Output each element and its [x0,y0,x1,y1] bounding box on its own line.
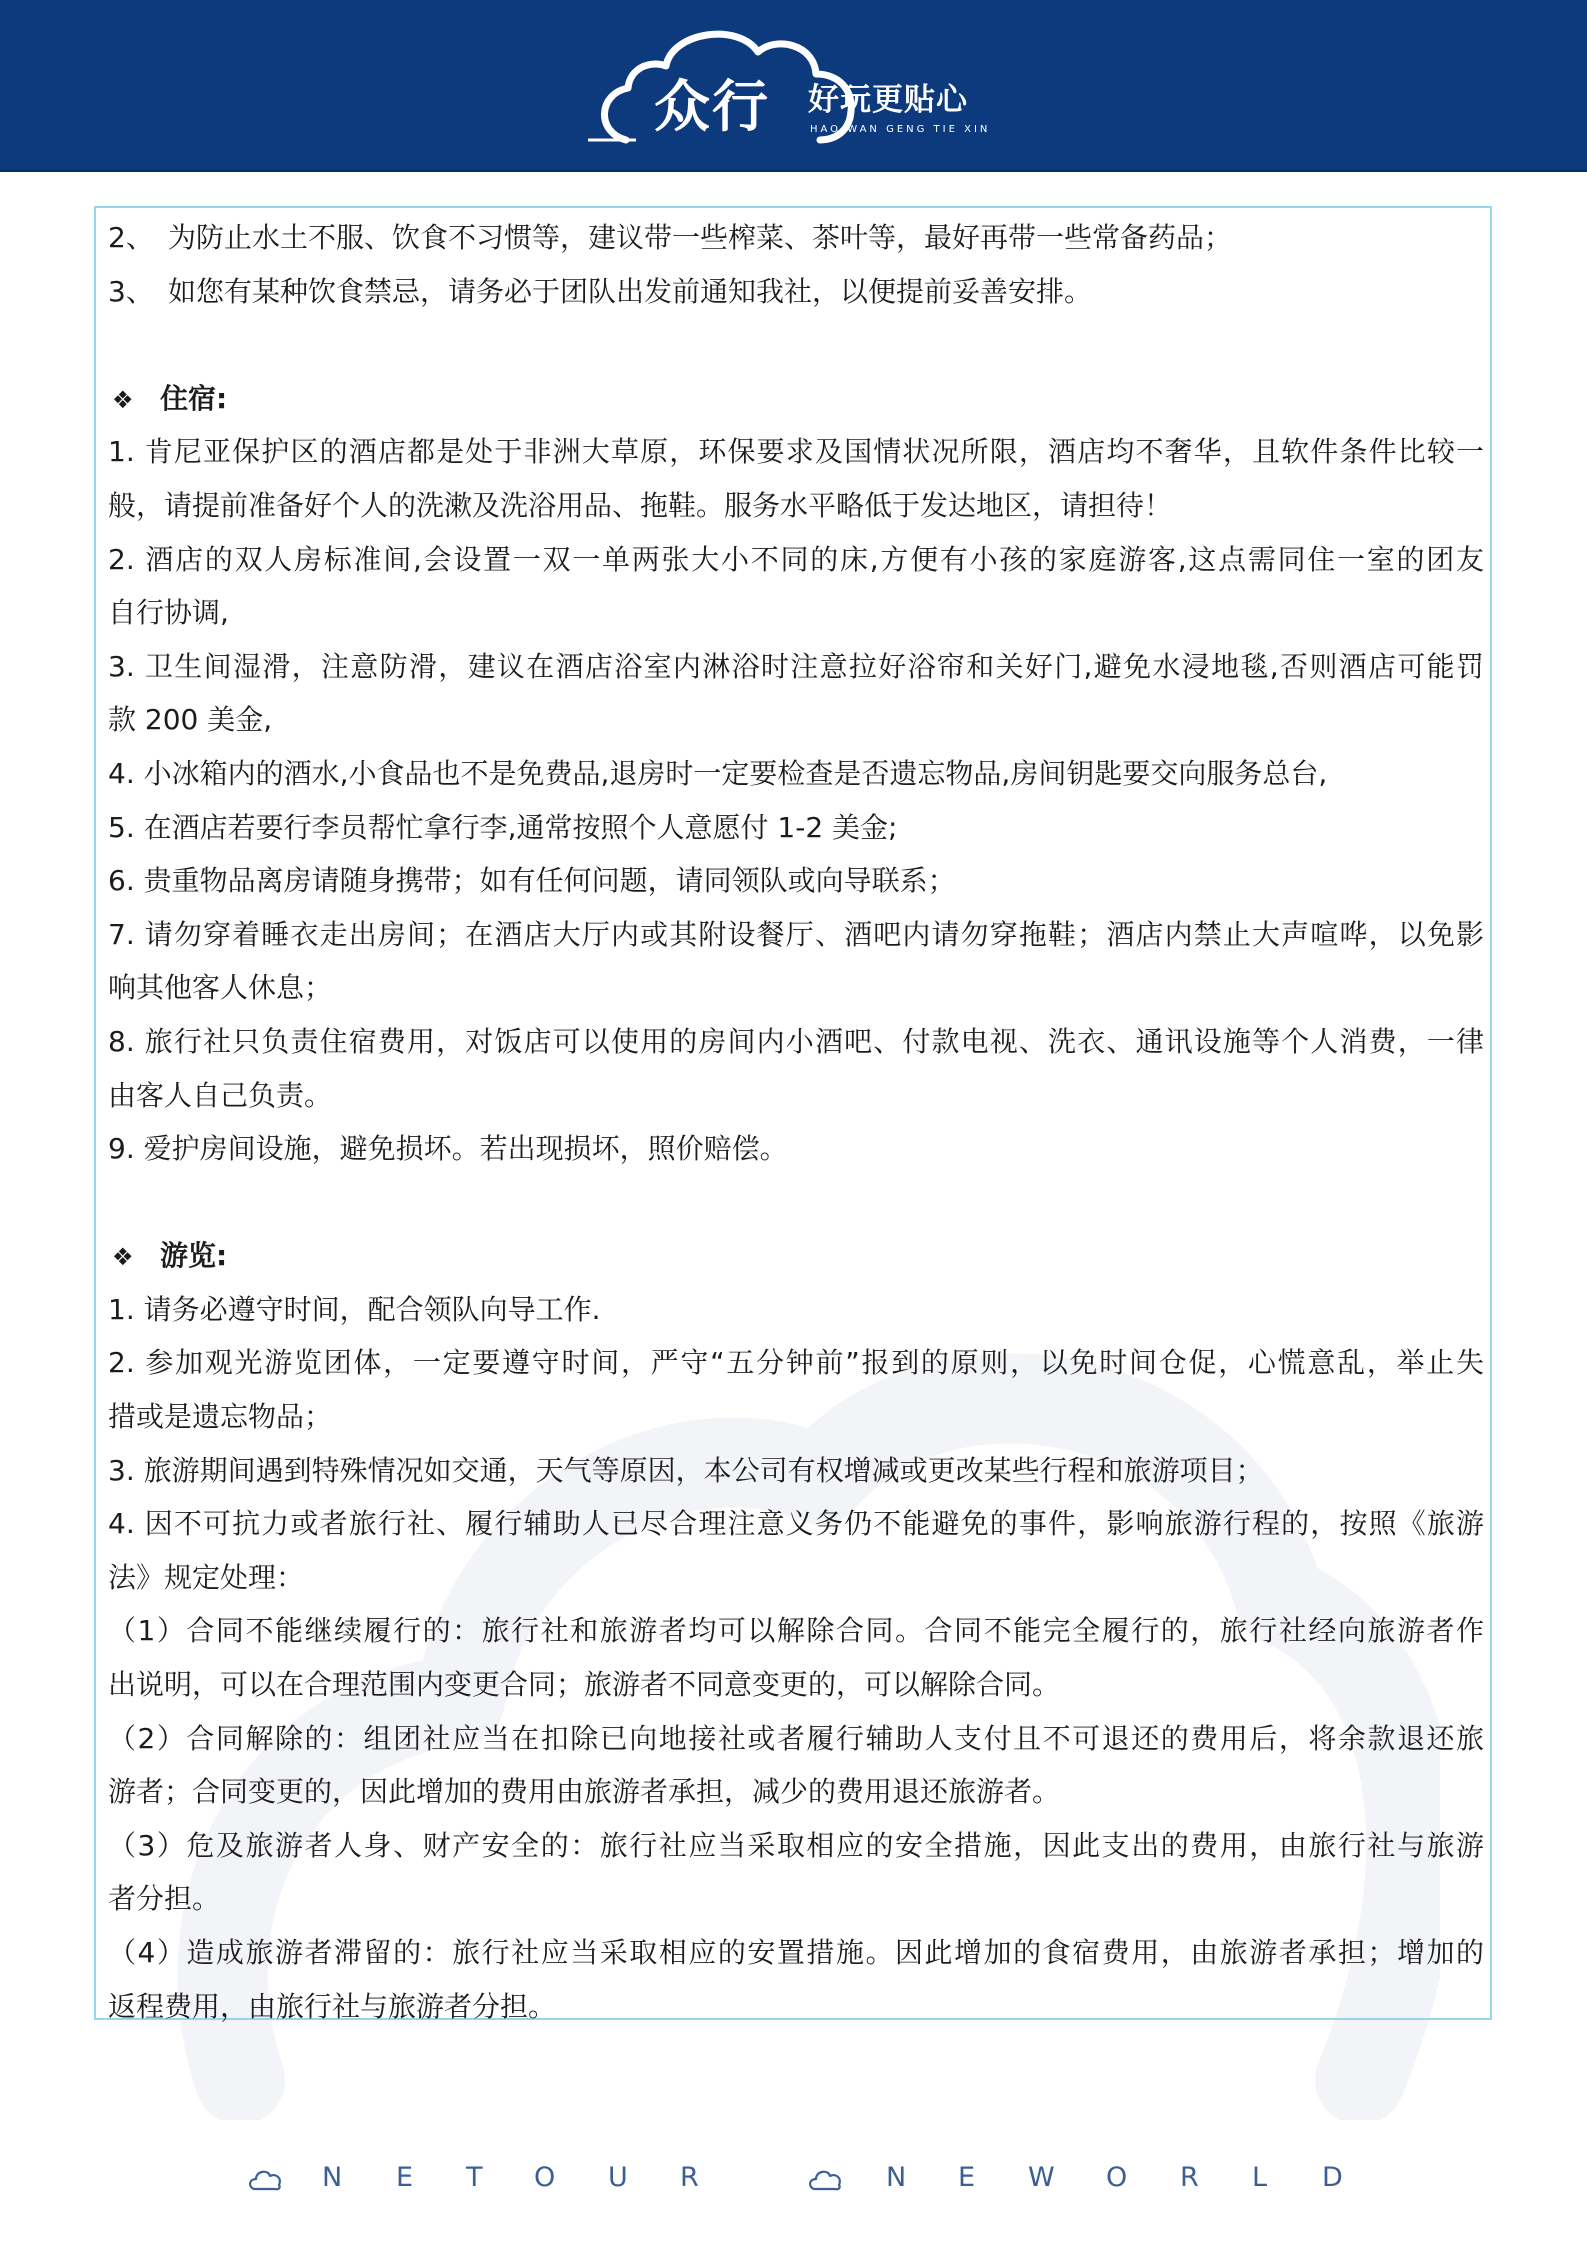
header-banner [0,0,1587,172]
footer-letter: N [322,2162,343,2193]
footer-letter: O [1106,2162,1128,2193]
intro-item-2 [108,211,1484,265]
footer-letter: U [608,2162,628,2193]
text-line: 2. 酒店的双人房标准间,会设置一双一单两张大小不同的床,方便有小孩的家庭游客,这点需同住一室的团友 [108,542,1484,576]
text-line: 自行协调, [108,596,229,630]
footer-letter: R [1180,2162,1199,2193]
spacer [108,318,1484,372]
text-line: 8. 旅行社只负责住宿费用，对饭店可以使用的房间内小酒吧、付款电视、洗衣、通讯设施等个人消费，一律 [108,1024,1484,1058]
diamond-bullet-icon: ❖ [112,1243,134,1272]
text-line: 款 200 美金, [108,703,273,737]
footer-letter: O [534,2162,556,2193]
intro-item-3 [108,265,1484,319]
text-line: 法》规定处理： [108,1560,305,1594]
section-title: 住宿: [160,381,228,415]
intro-item-number: 2、 [108,221,154,254]
footer-letter: N [886,2162,907,2193]
content-body [108,211,1484,2033]
text-line: 3. 旅游期间遇到特殊情况如交通，天气等原因，本公司有权增减或更改某些行程和旅游项目； [108,1453,1264,1487]
text-line: 2. 参加观光游览团体，一定要遵守时间，严守“五分钟前”报到的原则，以免时间仓促，心慌意乱，举止失 [108,1346,1484,1380]
text-line: 般，请提前准备好个人的洗漱及洗浴用品、拖鞋。服务水平略低于发达地区，请担待！ [108,488,1173,522]
section-heading-lodging [108,372,1484,426]
text-line: 1. 肯尼亚保护区的酒店都是处于非洲大草原，环保要求及国情状况所限，酒店均不奢华，且软件条件比较一 [108,435,1484,469]
spacer [108,1176,1484,1230]
footer-letter: R [680,2162,699,2193]
footer-slogan [0,2150,1587,2210]
text-line: 响其他客人休息； [108,971,333,1005]
footer-letter: E [396,2162,414,2193]
text-line: 者分担。 [108,1882,221,1916]
text-line: 由客人自己负责。 [108,1078,333,1112]
section-title: 游览: [160,1239,228,1273]
text-line: 9. 爱护房间设施，避免损坏。若出现损坏，照价赔偿。 [108,1132,788,1166]
footer-letter: W [1028,2162,1055,2193]
text-line: 5. 在酒店若要行李员帮忙拿行李,通常按照个人意愿付 1-2 美金; [108,810,898,844]
text-line: 出说明，可以在合理范围内变更合同；旅游者不同意变更的，可以解除合同。 [108,1668,1061,1702]
section-heading-touring [108,1229,1484,1283]
header-divider [0,170,1587,172]
footer-letter: E [958,2162,976,2193]
text-line: 3. 卫生间湿滑，注意防滑，建议在酒店浴室内淋浴时注意拉好浴帘和关好门,避免水浸地毯,否则酒店可能罚 [108,649,1484,683]
intro-item-number: 3、 [108,274,154,308]
text-line: 4. 小冰箱内的酒水,小食品也不是免费品,退房时一定要检查是否遗忘物品,房间钥匙要交向服务总台, [108,756,1328,790]
footer-letter: T [466,2162,483,2193]
brand-name: 众行 [654,75,770,140]
brand-tagline-pinyin: HAO WAN GENG TIE XIN [810,124,991,135]
intro-item-text: 为防止水土不服、饮食不习惯等，建议带一些榨菜、茶叶等，最好再带一些常备药品； [168,221,1233,254]
text-line: 游者；合同变更的，因此增加的费用由旅游者承担，减少的费用退还旅游者。 [108,1775,1061,1809]
text-line: 6. 贵重物品离房请随身携带；如有任何问题，请同领队或向导联系； [108,864,956,898]
text-line: （4）造成旅游者滞留的：旅行社应当采取相应的安置措施。因此增加的食宿费用，由旅游者承担；增加的 [108,1936,1484,1969]
text-line: 7. 请勿穿着睡衣走出房间；在酒店大厅内或其附设餐厅、酒吧内请勿穿拖鞋；酒店内禁止大声喧哗，以免影 [108,917,1484,951]
cloud-mark-icon [248,2150,284,2210]
text-line: 4. 因不可抗力或者旅行社、履行辅助人已尽合理注意义务仍不能避免的事件，影响旅游行程的，按照《旅游 [108,1507,1484,1541]
text-line: 1. 请务必遵守时间，配合领队向导工作. [108,1292,601,1326]
text-line: （2）合同解除的：组团社应当在扣除已向地接社或者履行辅助人支付且不可退还的费用后，将余款退还旅 [108,1721,1484,1755]
text-line: 措或是遗忘物品； [108,1400,333,1434]
cloud-mark-icon [808,2150,844,2210]
intro-item-text: 如您有某种饮食禁忌，请务必于团队出发前通知我社，以便提前妥善安排。 [168,274,1093,308]
brand-tagline: 好玩更贴心 [808,82,968,118]
footer-letter: D [1322,2162,1343,2193]
text-line: 返程费用，由旅行社与旅游者分担。 [108,1989,557,2023]
text-line: （1）合同不能继续履行的：旅行社和旅游者均可以解除合同。合同不能完全履行的，旅行社经向旅游者作 [108,1614,1484,1648]
text-line: （3）危及旅游者人身、财产安全的：旅行社应当采取相应的安全措施，因此支出的费用，由旅行社与旅游 [108,1828,1484,1862]
diamond-bullet-icon: ❖ [112,385,134,414]
footer-letter: L [1252,2162,1268,2193]
